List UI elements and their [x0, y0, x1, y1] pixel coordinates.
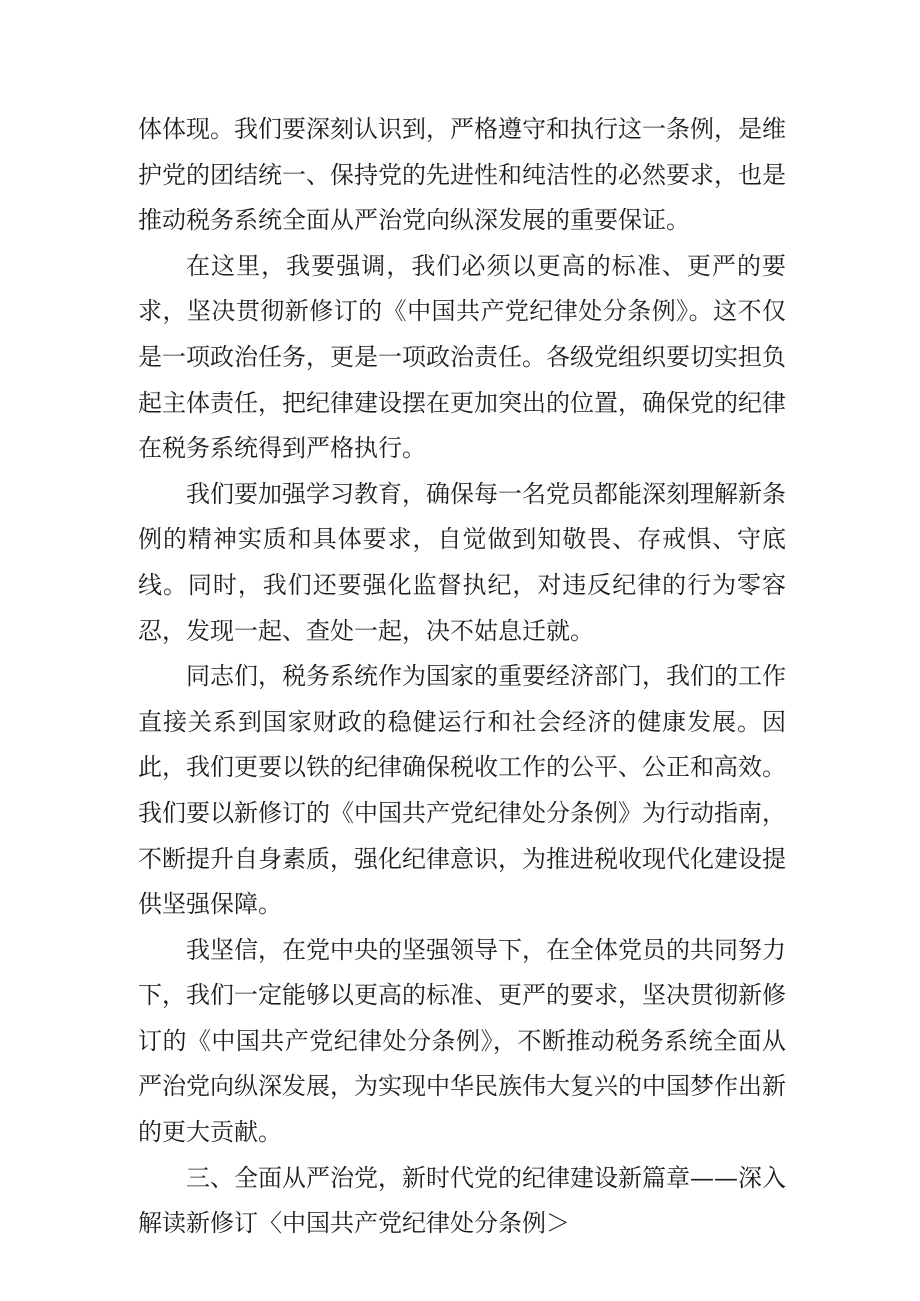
- paragraph-3: 我们要加强学习教育，确保每一名党员都能深刻理解新条例的精神实质和具体要求，自觉做到知敬畏、存戒惧、守底线。同时，我们还要强化监督执纪，对违反纪律的行为零容忍，发现一起、查处一起，决不姑息迁就。: [138, 479, 786, 645]
- paragraph-5: 我坚信，在党中央的坚强领导下，在全体党员的共同努力下，我们一定能够以更高的标准、更严的要求，坚决贯彻新修订的《中国共产党纪律处分条例》，不断推动税务系统全面从严治党向纵深发展，为实现中华民族伟大复兴的中国梦作出新的更大贡献。: [138, 935, 786, 1147]
- paragraph-4: 同志们，税务系统作为国家的重要经济部门，我们的工作直接关系到国家财政的稳健运行和社会经济的健康发展。因此，我们更要以铁的纪律确保税收工作的公平、公正和高效。我们要以新修订的《中国共产党纪律处分条例》为行动指南，不断提升自身素质，强化纪律意识，为推进税收现代化建设提供坚强保障。: [138, 662, 786, 919]
- paragraph-1: 体体现。我们要深刻认识到，严格遵守和执行这一条例，是维护党的团结统一、保持党的先进性和纯洁性的必然要求，也是推动税务系统全面从严治党向纵深发展的重要保证。: [138, 115, 786, 235]
- paragraph-2: 在这里，我要强调，我们必须以更高的标准、更严的要求，坚决贯彻新修订的《中国共产党纪律处分条例》。这不仅是一项政治任务，更是一项政治责任。各级党组织要切实担负起主体责任，把纪律建设摆在更加突出的位置，确保党的纪律在税务系统得到严格执行。: [138, 251, 786, 463]
- document-body: [138, 107, 786, 1247]
- section-heading: 三、全面从严治党，新时代党的纪律建设新篇章——深入解读新修订〈中国共产党纪律处分条例＞: [138, 1163, 786, 1238]
